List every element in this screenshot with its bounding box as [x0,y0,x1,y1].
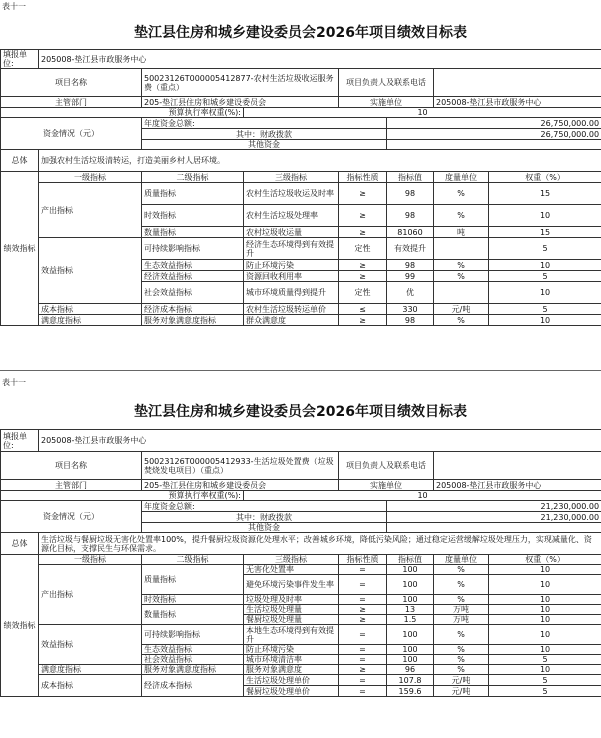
row-l2: 数量指标 [142,605,244,625]
row-l2: 质量指标 [142,565,244,595]
row-l3: 生活垃圾处理单价 [244,675,339,686]
fund-fiscal-value: 21,230,000.00 [387,512,601,523]
row-unit: 元/吨 [434,304,489,315]
weight-value: 10 [244,491,601,501]
perf-label: 绩效指标 [1,555,39,697]
fund-total-value: 21,230,000.00 [387,501,601,512]
weight-label: 预算执行率权重(%): [1,108,244,118]
project-name-label: 项目名称 [1,452,142,480]
row-weight: 10 [489,595,601,605]
header-weight: 权重（%） [489,555,601,565]
row-l3: 农村垃圾收运量 [244,227,339,238]
fund-label: 资金情况（元） [1,501,142,533]
row-unit: % [434,625,489,645]
impl-label: 实施单位 [339,97,434,108]
row-l1: 成本指标 [39,675,142,697]
row-unit: % [434,645,489,655]
row-l3: 城市环境清洁率 [244,655,339,665]
performance-table [0,429,601,697]
fund-total-label: 年度资金总额: [142,118,387,129]
row-value: 100 [387,625,434,645]
row-value: 98 [387,183,434,205]
row-l2: 数量指标 [142,227,244,238]
row-unit: % [434,315,489,326]
row-nature: 定性 [339,282,387,304]
row-unit: % [434,665,489,675]
row-l3: 经济生态环境得到有效提升 [244,238,339,260]
row-nature: ≤ [339,304,387,315]
row-weight: 10 [489,315,601,326]
fund-other-label: 其他资金 [142,523,387,533]
overall-label: 总体 [1,150,39,172]
row-l2: 时效指标 [142,205,244,227]
contact-label: 项目负责人及联系电话 [339,452,434,480]
header-l1: 一级指标 [39,555,142,565]
header-l2: 二级指标 [142,555,244,565]
row-weight: 10 [489,665,601,675]
row-nature: ≥ [339,260,387,271]
header-nature: 指标性质 [339,172,387,183]
row-value: 99 [387,271,434,282]
row-nature: ≥ [339,315,387,326]
row-l2: 服务对象满意度指标 [142,665,244,675]
row-l1: 效益指标 [39,625,142,665]
row-l3: 防止环境污染 [244,260,339,271]
row-l2: 经济成本指标 [142,304,244,315]
row-l2: 可持续影响指标 [142,625,244,645]
row-value: 1.5 [387,615,434,625]
row-unit: % [434,655,489,665]
row-weight: 15 [489,183,601,205]
row-unit: % [434,595,489,605]
row-nature: 定性 [339,238,387,260]
contact-value [434,69,601,97]
row-weight: 5 [489,304,601,315]
weight-value: 10 [244,108,601,118]
row-weight: 5 [489,238,601,260]
contact-value [434,452,601,480]
row-nature: = [339,595,387,605]
row-value: 98 [387,315,434,326]
fund-fiscal-label: 其中：财政拨款 [142,512,387,523]
row-nature: ≥ [339,665,387,675]
page-title: 垫江县住房和城乡建设委员会2026年项目绩效目标表 [134,25,467,41]
header-l2: 二级指标 [142,172,244,183]
row-nature: = [339,625,387,645]
row-unit: % [434,205,489,227]
row-value: 159.6 [387,686,434,697]
row-nature: ≥ [339,271,387,282]
row-l2: 质量指标 [142,183,244,205]
fill-unit-value: 205008-垫江县市政服务中心 [39,50,601,69]
page-title: 垫江县住房和城乡建设委员会2026年项目绩效目标表 [134,404,467,420]
row-l1: 产出指标 [39,183,142,238]
row-l3: 餐厨垃圾处理单价 [244,686,339,697]
row-unit: % [434,575,489,595]
row-nature: ≥ [339,615,387,625]
weight-label: 预算执行率权重(%): [1,491,244,501]
row-unit: % [434,183,489,205]
row-weight: 10 [489,615,601,625]
fund-total-label: 年度资金总额: [142,501,387,512]
row-unit: 万吨 [434,605,489,615]
contact-label: 项目负责人及联系电话 [339,69,434,97]
row-value: 107.8 [387,675,434,686]
row-weight: 5 [489,686,601,697]
row-l3: 避免环境污染事件发生率 [244,575,339,595]
row-value: 优 [387,282,434,304]
table-row [1,183,601,205]
row-l3: 农村生活垃圾转运单价 [244,304,339,315]
header-weight: 权重（%） [489,172,601,183]
row-l3: 城市环境质量得到提升 [244,282,339,304]
row-nature: = [339,686,387,697]
row-weight: 15 [489,227,601,238]
row-weight: 10 [489,260,601,271]
row-weight: 5 [489,655,601,665]
row-l1: 产出指标 [39,565,142,625]
dept-label: 主管部门 [1,97,142,108]
row-value: 98 [387,260,434,271]
header-unit: 度量单位 [434,555,489,565]
row-l3: 服务对象满意度 [244,665,339,675]
project-name-label: 项目名称 [1,69,142,97]
table-row [1,675,601,686]
fund-other-value [387,523,601,533]
row-weight: 10 [489,575,601,595]
project-name-value: 50023126T000005412933-生活垃圾处置费（垃圾焚烧发电项目）（重点） [142,452,339,480]
header-unit: 度量单位 [434,172,489,183]
row-nature: = [339,565,387,575]
table-row [1,304,601,315]
overall-text: 生活垃圾与餐厨垃圾无害化处置率100%，提升餐厨垃圾资源化处理水平；改善城乡环境，降低污染风险；通过稳定运营缓解垃圾处理压力，实现减量化、资源化目标，支撑民生与环保需求。 [39,533,601,555]
fund-other-value [387,140,601,150]
row-l3: 群众满意度 [244,315,339,326]
row-value: 81060 [387,227,434,238]
row-nature: ≥ [339,227,387,238]
dept-value: 205-垫江县住房和城乡建设委员会 [142,97,339,108]
row-weight: 10 [489,645,601,655]
row-l3: 垃圾处理及时率 [244,595,339,605]
row-weight: 10 [489,565,601,575]
row-value: 100 [387,575,434,595]
fill-unit-label: 填报单位: [1,50,39,69]
row-unit: 万吨 [434,615,489,625]
row-unit: % [434,271,489,282]
row-l2: 经济成本指标 [142,675,244,697]
row-l2: 服务对象满意度指标 [142,315,244,326]
perf-label: 绩效指标 [1,172,39,326]
table-row [1,665,601,675]
sheet-label: 表十一 [2,378,26,387]
row-l3: 防止环境污染 [244,645,339,655]
row-l2: 时效指标 [142,595,244,605]
row-l1: 效益指标 [39,238,142,304]
row-nature: ≥ [339,183,387,205]
impl-value: 205008-垫江县市政服务中心 [434,480,601,491]
table-row [1,238,601,260]
row-value: 98 [387,205,434,227]
fill-unit-label: 填报单位: [1,430,39,452]
project-name-value: 50023126T000005412877-农村生活垃圾收运服务费（重点） [142,69,339,97]
impl-label: 实施单位 [339,480,434,491]
table-row [1,625,601,645]
row-l3: 本地生态环境得到有效提升 [244,625,339,645]
row-l2: 可持续影响指标 [142,238,244,260]
row-unit: 元/吨 [434,675,489,686]
row-value: 100 [387,595,434,605]
row-nature: = [339,575,387,595]
fund-label: 资金情况（元） [1,118,142,150]
fund-other-label: 其他资金 [142,140,387,150]
header-l3: 三级指标 [244,555,339,565]
row-value: 100 [387,565,434,575]
row-l1: 满意度指标 [39,665,142,675]
row-weight: 10 [489,625,601,645]
header-value: 指标值 [387,172,434,183]
fill-unit-value: 205008-垫江县市政服务中心 [39,430,601,452]
row-l2: 生态效益指标 [142,645,244,655]
row-nature: = [339,675,387,686]
dept-value: 205-垫江县住房和城乡建设委员会 [142,480,339,491]
header-value: 指标值 [387,555,434,565]
row-l2: 生态效益指标 [142,260,244,271]
row-unit [434,238,489,260]
row-l3: 无害化处置率 [244,565,339,575]
row-l2: 社会效益指标 [142,282,244,304]
row-value: 有效提升 [387,238,434,260]
row-l3: 农村生活垃圾处理率 [244,205,339,227]
table-row [1,565,601,575]
row-unit: % [434,565,489,575]
row-l2: 社会效益指标 [142,655,244,665]
row-unit: 元/吨 [434,686,489,697]
overall-label: 总体 [1,533,39,555]
sheet-label: 表十一 [2,2,26,11]
row-unit: 吨 [434,227,489,238]
performance-table [0,49,601,326]
page-divider [0,370,601,371]
row-l3: 生活垃圾处理量 [244,605,339,615]
row-l2: 经济效益指标 [142,271,244,282]
table-row [1,315,601,326]
fund-fiscal-value: 26,750,000.00 [387,129,601,140]
impl-value: 205008-垫江县市政服务中心 [434,97,601,108]
row-unit: % [434,260,489,271]
row-weight: 10 [489,205,601,227]
row-weight: 5 [489,675,601,686]
overall-text: 加强农村生活垃圾清转运，打造美丽乡村人居环境。 [39,150,601,172]
row-l3: 餐厨垃圾处理量 [244,615,339,625]
row-nature: = [339,655,387,665]
row-weight: 10 [489,605,601,615]
dept-label: 主管部门 [1,480,142,491]
row-nature: = [339,645,387,655]
header-l3: 三级指标 [244,172,339,183]
fund-fiscal-label: 其中：财政拨款 [142,129,387,140]
row-value: 96 [387,665,434,675]
row-nature: ≥ [339,605,387,615]
row-value: 13 [387,605,434,615]
row-value: 100 [387,645,434,655]
row-l1: 成本指标 [39,304,142,315]
header-l1: 一级指标 [39,172,142,183]
row-weight: 5 [489,271,601,282]
row-l3: 资源回收利用率 [244,271,339,282]
row-value: 100 [387,655,434,665]
row-l1: 满意度指标 [39,315,142,326]
header-nature: 指标性质 [339,555,387,565]
row-nature: ≥ [339,205,387,227]
row-value: 330 [387,304,434,315]
fund-total-value: 26,750,000.00 [387,118,601,129]
row-unit [434,282,489,304]
row-weight: 10 [489,282,601,304]
row-l3: 农村生活垃圾收运及时率 [244,183,339,205]
